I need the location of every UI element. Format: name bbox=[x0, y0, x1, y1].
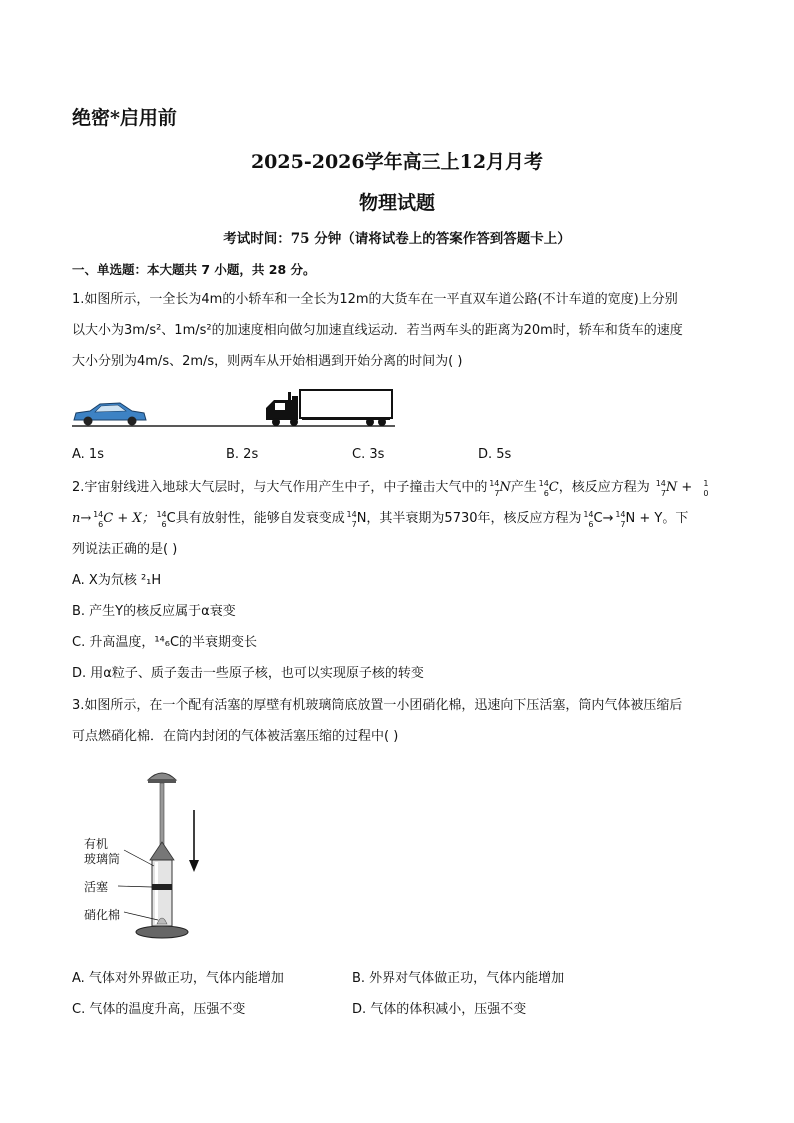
q2-line1-text-c: ，核反应方程为 bbox=[558, 480, 650, 495]
apparatus-base bbox=[136, 926, 188, 938]
exam-title: 2025-2026学年高三上12月月考 bbox=[250, 151, 544, 173]
piston-rod bbox=[160, 783, 164, 845]
piston-knob bbox=[148, 773, 176, 780]
q3-option-d[interactable]: D. 气体的体积减小，压强不变 bbox=[352, 1002, 527, 1017]
q2-line2-text-f: N + Y。下 bbox=[625, 511, 689, 526]
q2-line3: 列说法正确的是( ) bbox=[72, 542, 178, 557]
truck-icon bbox=[266, 390, 392, 426]
label-tube-2: 玻璃筒 bbox=[84, 852, 121, 866]
down-arrow-icon bbox=[189, 860, 199, 872]
q1-option-d[interactable]: D. 5s bbox=[478, 447, 512, 462]
q1-line3: 大小分别为4m/s、2m/s，则两车从开始相遇到开始分离的时间为( ) bbox=[72, 354, 463, 369]
q2-line1-text-a: 2.宇宙射线进入地球大气层时，与大气作用产生中子，中子撞击大气中的 bbox=[72, 480, 488, 495]
q2-option-c[interactable]: C. 升高温度，¹⁴₆C的半衰期变长 bbox=[72, 635, 258, 650]
piston bbox=[152, 884, 172, 890]
q2-line1-text-b: 产生 bbox=[510, 480, 537, 495]
q1-option-a[interactable]: A. 1s bbox=[72, 447, 104, 462]
q1-line2: 以大小为3m/s²、1m/s²的加速度相向做匀加速直线运动．若当两车头的距离为20m时，轿车和货车的速度 bbox=[72, 323, 683, 338]
q3-line2: 可点燃硝化棉．在筒内封闭的气体被活塞压缩的过程中( ) bbox=[72, 729, 399, 744]
q3-line1: 3.如图所示，在一个配有活塞的厚壁有机玻璃筒底放置一小团硝化棉，迅速向下压活塞，筒内气体被压缩后 bbox=[72, 698, 683, 713]
section-heading: 一、单选题：本大题共 7 小题，共 28 分。 bbox=[72, 262, 316, 277]
confidential-mark: 绝密*启用前 bbox=[72, 107, 177, 129]
q3-option-b[interactable]: B. 外界对气体做正功，气体内能增加 bbox=[352, 971, 565, 986]
car-icon bbox=[74, 403, 146, 426]
q3-option-a[interactable]: A. 气体对外界做正功，气体内能增加 bbox=[72, 971, 284, 986]
q2-line2-text-e: C→ bbox=[593, 511, 614, 526]
q2-option-a[interactable]: A. X为氘核 ²₁H bbox=[72, 573, 162, 588]
q2-line2-text-c: C具有放射性，能够自发衰变成 bbox=[166, 511, 345, 526]
q2-line2-text-d: N，其半衰期为5730年，核反应方程为 bbox=[356, 511, 582, 526]
q1-option-b[interactable]: B. 2s bbox=[226, 447, 259, 462]
label-tube-1: 有机 bbox=[84, 837, 109, 851]
q2-line2-text-a: n→ bbox=[72, 511, 92, 526]
q2-option-d[interactable]: D. 用α粒子、质子轰击一些原子核，也可以实现原子核的转变 bbox=[72, 666, 424, 681]
subject-title: 物理试题 bbox=[358, 192, 435, 214]
q1-figure-vehicles bbox=[70, 386, 400, 430]
q2-line2: n→ 14 6 C + X； 14 6 C具有放射性，能够自发衰变成 14 7 N，其半衰期为5730年，核反应方程为 14 6 C→ 14 7 N + Y。下 bbox=[72, 510, 689, 529]
label-cotton: 硝化棉 bbox=[84, 908, 121, 922]
q2-line1: 2.宇宙射线进入地球大气层时，与大气作用产生中子，中子撞击大气中的 14 7 N产生 14 6 C，核反应方程为 14 7 N + 1 0 bbox=[72, 479, 709, 498]
q2-option-b[interactable]: B. 产生Y的核反应属于α衰变 bbox=[72, 604, 236, 619]
q3-option-c[interactable]: C. 气体的温度升高，压强不变 bbox=[72, 1002, 246, 1017]
q1-option-c[interactable]: C. 3s bbox=[352, 447, 385, 462]
q2-line2-text-b: C + X； bbox=[103, 511, 155, 526]
exam-time: 考试时间：75 分钟（请将试卷上的答案作答到答题卡上） bbox=[223, 231, 571, 247]
q1-line1: 1.如图所示，一全长为4m的小轿车和一全长为12m的大货车在一平直双车道公路(不计车道的宽度)上分别 bbox=[72, 292, 678, 307]
nitrogen-symbol: N bbox=[499, 480, 511, 495]
label-piston: 活塞 bbox=[84, 880, 109, 894]
carbon-symbol: C bbox=[548, 480, 559, 495]
